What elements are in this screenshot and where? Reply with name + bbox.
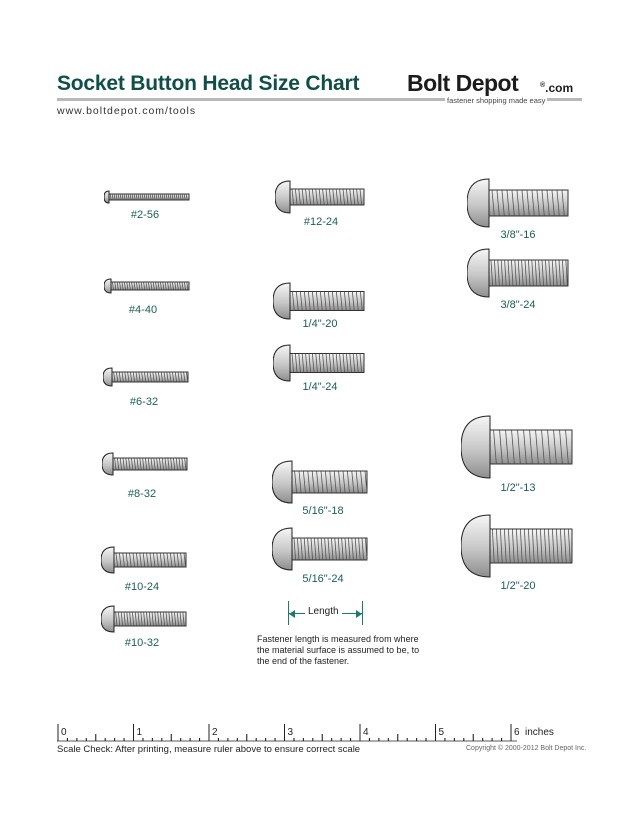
registered-mark: ®: [540, 82, 546, 89]
arrow-right-icon: [356, 610, 362, 618]
ruler-number: 5: [438, 727, 445, 738]
bolt-label: 1/2"-13: [500, 482, 536, 494]
bolt-5-16-18: [272, 460, 368, 504]
bolt-head: [104, 279, 111, 293]
bolt-label: #6-32: [129, 396, 159, 408]
ruler-number: 4: [363, 727, 369, 738]
bolt-label: #12-24: [303, 216, 339, 228]
ruler-number: 2: [212, 727, 218, 738]
bolt-1-2-20: [461, 514, 573, 578]
page-title: Socket Button Head Size Chart: [57, 72, 360, 95]
bolt-label: 5/16"-24: [302, 573, 344, 585]
length-indicator: [288, 601, 363, 625]
length-label: Length: [305, 606, 342, 617]
bolt-label: #10-32: [124, 637, 160, 649]
bolt-6-32: [103, 367, 189, 387]
ruler-number: 1: [136, 727, 143, 738]
ruler-number: 3: [287, 727, 294, 738]
bolt-head: [467, 249, 489, 297]
bolt-head: [104, 191, 109, 203]
bolt-5-16-24: [272, 527, 368, 571]
ruler-number: 6: [514, 727, 520, 738]
bolt-label: 1/4"-24: [302, 381, 338, 393]
bolt-head: [102, 453, 113, 475]
bolt-head: [272, 528, 292, 570]
bolt-12-24: [275, 180, 365, 214]
bolt-head: [103, 368, 112, 386]
bolt-4-40: [104, 278, 190, 294]
bolt-label: 3/8"-16: [500, 229, 536, 241]
bolt-head: [101, 547, 114, 573]
bolt-8-32: [102, 452, 188, 476]
bolt-head: [461, 515, 490, 577]
bolt-1-4-24: [273, 344, 365, 382]
bolt-shank: [292, 471, 367, 493]
logo-tagline: fastener shopping made easy: [447, 96, 546, 105]
bolt-1-2-13: [461, 415, 573, 479]
bolt-3-8-24: [467, 248, 569, 298]
bolt-head: [275, 181, 290, 213]
bolt-label: #10-24: [124, 581, 160, 593]
website-url[interactable]: www.boltdepot.com/tools: [57, 105, 197, 117]
inch-ruler: [57, 724, 577, 742]
bolt-head: [461, 416, 490, 478]
logo-text: Bolt Depot: [407, 70, 519, 96]
ruler-number: 0: [61, 727, 67, 738]
bolt-head: [273, 283, 290, 319]
bolt-3-8-16: [467, 178, 569, 228]
arrow-left-icon: [289, 610, 295, 618]
ruler-unit-label: inches: [525, 727, 554, 738]
bolt-label: #4-40: [128, 304, 158, 316]
scale-check-note: Scale Check: After printing, measure ruler above to ensure correct scale: [57, 744, 361, 755]
bolt-label: 5/16"-18: [302, 505, 344, 517]
bolt-1-4-20: [273, 282, 365, 320]
bolt-head: [273, 345, 290, 381]
bolt-label: 1/2"-20: [500, 580, 536, 592]
bolt-label: #8-32: [127, 488, 157, 500]
bolt-2-56: [104, 190, 190, 204]
logo-suffix: [540, 81, 573, 95]
bolt-head: [272, 461, 292, 503]
length-note: Fastener length is measured from where the material surface is assumed to be, to the end of the fastener.: [257, 634, 420, 666]
bolt-label: 3/8"-24: [500, 299, 536, 311]
bolt-10-24: [101, 546, 187, 574]
bolt-label: #2-56: [130, 209, 160, 221]
bolt-head: [101, 606, 114, 632]
bolt-head: [467, 179, 489, 227]
bolt-10-32: [101, 605, 187, 633]
copyright: Copyright © 2000-2012 Bolt Depot Inc.: [466, 745, 587, 752]
logo-suffix-text: .com: [545, 81, 574, 95]
bolt-label: 1/4"-20: [302, 318, 338, 330]
